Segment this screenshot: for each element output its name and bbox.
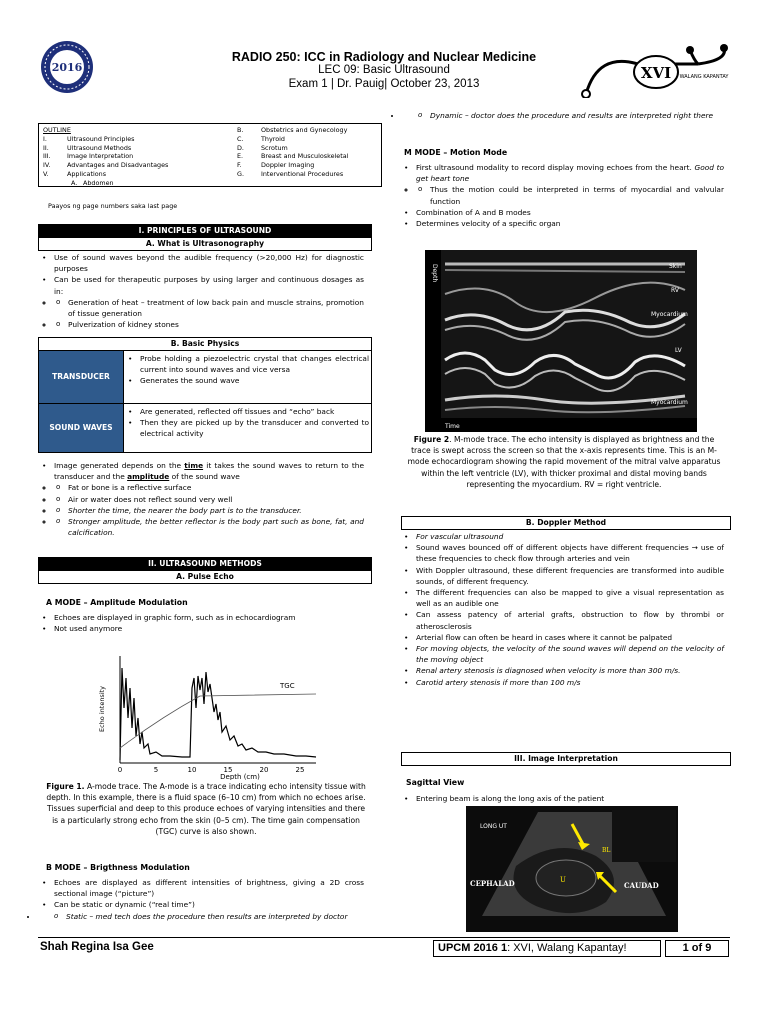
myocardium-label-2: Myocardium [651, 399, 688, 406]
myocardium-label-1: Myocardium [651, 311, 688, 318]
bmode-heading: B MODE – Brigthness Modulation [46, 863, 190, 872]
list-item: • Sound waves bounced off of different objects have different frequencies → use of these frequencies to check flow through arteries and vein [400, 542, 724, 564]
class-logo [40, 40, 94, 94]
section-title-methods: II. ULTRASOUND METHODS [38, 557, 372, 570]
list-item: o ◦ Air or water does not reflect sound very well [54, 494, 364, 505]
list-item: o ◦ Pulverization of kidney stones [54, 319, 364, 330]
outline-item: G. Interventional Procedures [237, 169, 344, 178]
lv-label: LV [675, 347, 682, 354]
outline-item: F. Doppler Imaging [237, 161, 315, 170]
list-item: • Image generated depends on the time it takes the sound waves to return to the transducer and the amplitude of the sound wave o ◦ Fat or bone is a reflective surface o ◦ Air or water does not reflect sound very well o ◦ Shorter the time, the nearer the body part is to the transducer. o ◦ Stronger amplitude, the better reflector is the body part such as bone, fat, and calcification. [38, 460, 364, 538]
footer-divider [38, 937, 730, 938]
list-item: • Use of sound waves beyond the audible frequency (>20,000 Hz) for diagnostic purposes [38, 252, 364, 274]
tgc-label: TGC [280, 682, 295, 690]
amode-heading: A MODE – Amplitude Modulation [46, 598, 188, 607]
cephalad-label: CEPHALAD [470, 879, 515, 888]
list-item: o ◦ Stronger amplitude, the better reflector is the body part such as bone, fat, and calcification. [54, 516, 364, 538]
bmode-dynamic-continued [402, 110, 724, 121]
tick-label: 5 [153, 766, 159, 774]
exam-info: Exam 1 | Dr. Pauig| October 23, 2013 [288, 77, 480, 90]
list-item: • Can be static or dynamic (“real time”) [38, 899, 364, 910]
list-item: • Are generated, reflected off tissues and “echo” back [124, 406, 369, 417]
tick-label: 0 [117, 766, 123, 774]
outline-item: A. Abdomen [71, 178, 114, 187]
list-item: • For moving objects, the velocity of the sound waves will depend on the velocity of the moving object [400, 643, 724, 665]
outline-item: D. Scrotum [237, 143, 288, 152]
sagittal-list [400, 793, 724, 804]
uterus-label: U [560, 876, 566, 884]
list-item: • Arterial flow can often be heard in cases where it cannot be palpated [400, 632, 724, 643]
list-item: • Echoes are displayed as different intensities of brightness, giving a 2D cross sectional image (“picture”) [38, 877, 364, 899]
amode-list [38, 612, 364, 634]
skin-label: Skin [669, 263, 682, 270]
svg-text:WALANG KAPANTAY: WALANG KAPANTAY [679, 74, 729, 80]
outline-left-column [43, 126, 168, 188]
list-item: • Generates the sound wave [124, 375, 369, 386]
subsection-basic-physics: B. Basic Physics [38, 337, 372, 351]
class-tagline: UPCM 2016 1: XVI, Walang Kapantay! [433, 940, 661, 957]
list-item: • Then they are picked up by the transducer and converted to electrical activity [124, 417, 369, 439]
basic-physics-table [38, 350, 372, 453]
table-row [39, 403, 371, 452]
list-item: • Echoes are displayed in graphic form, such as in echocardiogram [38, 612, 364, 623]
outline-box [38, 123, 382, 187]
outline-item: B. Obstetrics and Gynecology [237, 126, 348, 134]
list-item: • Renal artery stenosis is diagnosed when velocity is more than 300 m/s. [400, 665, 724, 676]
tick-label: 25 [295, 766, 305, 774]
list-item: o • Static – med tech does the procedure then results are interpreted by doctor [38, 911, 364, 922]
bladder-label: BL [602, 847, 611, 854]
sagittal-ultrasound-image [466, 806, 678, 932]
author-name: Shah Regina Isa Gee [40, 941, 154, 953]
image-generation-list [38, 460, 364, 538]
depth-label: Depth [431, 264, 438, 283]
mmode-trace-image [425, 250, 697, 432]
list-item: • With Doppler ultrasound, these different frequencies are transformed into audible sounds, of different frequency. [400, 565, 724, 587]
list-item: o ◦ Fat or bone is a reflective surface [54, 482, 364, 493]
course-title: RADIO 250: ICC in Radiology and Nuclear Medicine [231, 50, 537, 64]
section-title-principles: I. PRINCIPLES OF ULTRASOUND [38, 224, 372, 237]
caudad-label: CAUDAD [624, 881, 659, 890]
outline-item: III. Image Interpretation [43, 152, 134, 161]
sagittal-view-heading: Sagittal View [406, 778, 465, 787]
outline-item: V. Applications [43, 169, 107, 178]
list-item: • The different frequencies can also be mapped to give a visual representation as well as an audible one [400, 587, 724, 609]
document-header [120, 50, 648, 91]
outline-right-column [237, 126, 348, 179]
amode-xlabel: Depth (cm) [220, 773, 260, 780]
list-item: • Can assess patency of arterial grafts, obstruction to flow by thrombi or atherosclerosis [400, 609, 724, 631]
bmode-list [38, 877, 364, 922]
list-item: o ◦ Shorter the time, the nearer the body part is to the transducer. [54, 505, 364, 516]
outline-title: OUTLINE [43, 126, 71, 134]
list-item: o • Dynamic – doctor does the procedure and results are interpreted right there [402, 110, 724, 121]
list-item: • Carotid artery stenosis if more than 100 m/s [400, 677, 724, 688]
amode-trace-image [90, 648, 322, 780]
page-number: 1 of 9 [665, 940, 729, 957]
outline-item: E. Breast and Musculoskeletal [237, 152, 349, 161]
subsection-pulse-echo: A. Pulse Echo [38, 570, 372, 584]
long-ut-label: LONG UT [480, 823, 507, 830]
time-label: Time [445, 423, 460, 430]
tick-label: 20 [259, 766, 269, 774]
mmode-list [400, 162, 724, 229]
outline-item: C. Thyroid [237, 134, 285, 143]
rv-label: RV [671, 287, 679, 294]
outline-item: II. Ultrasound Methods [43, 143, 132, 152]
figure-2-caption: Figure 2. M-mode trace. The echo intensity is displayed as brightness and the trace is swept across the screen so that the x-axis represents time. This is an M-mode echocardiogram showing the rapid movement of the mitral valve apparatus within the left ventricle (LV), with thicker proximal and distal moving bands representing the myocardium. RV = right ventricle. [407, 435, 721, 489]
outline-item: IV. Advantages and Disadvantages [43, 161, 169, 170]
tick-label: 10 [187, 766, 197, 774]
list-item: • Determines velocity of a specific organ [400, 218, 724, 229]
doppler-list [400, 531, 724, 688]
subsection-what-is-usg: A. What is Ultrasonography [38, 237, 372, 251]
what-is-usg-list [38, 252, 364, 330]
list-item: • Entering beam is along the long axis of the patient [400, 793, 724, 804]
stethoscope-logo [578, 42, 730, 98]
page-note: Paayos ng page numbers saka last page [48, 202, 178, 210]
figure-1-caption: Figure 1. A-mode trace. The A-mode is a trace indicating echo intensity tissue with depth. In this example, there is a fluid space (6–10 cm) from which no echoes arise. Tissues superficial and deep to this produce echoes of varying intensities and there is a particularly strong echo from the skin (0–5 cm). The time gain compensation (TGC) curve is also shown. [46, 782, 366, 836]
lecture-title: LEC 09: Basic Ultrasound [318, 64, 450, 77]
list-item: • For vascular ultrasound [400, 531, 724, 542]
svg-text:2016: 2016 [51, 61, 83, 74]
list-item: • First ultrasound modality to record display moving echoes from the heart. Good to get heart tone o ◦ Thus the motion could be interpreted in terms of myocardial and valvular function [400, 162, 724, 207]
list-item: o ◦ Generation of heat – treatment of low back pain and muscle strains, promotion of tissue generation [54, 297, 364, 319]
subsection-doppler: B. Doppler Method [401, 516, 731, 530]
transducer-label: TRANSDUCER [39, 351, 123, 403]
sound-waves-label: SOUND WAVES [39, 404, 123, 452]
list-item: • Not used anymore [38, 623, 364, 634]
list-item: o ◦ Thus the motion could be interpreted in terms of myocardial and valvular function [416, 184, 724, 206]
list-item: • Can be used for therapeutic purposes by using larger and continuous dosages as in: o ◦ Generation of heat – treatment of low back pain and muscle strains, promotion of tissue generation o ◦ Pulverization of kidney stones [38, 274, 364, 330]
section-title-image-interpretation: III. Image Interpretation [401, 752, 731, 766]
list-item: • Probe holding a piezoelectric crystal that changes electrical current into sound waves and vice versa [124, 353, 369, 375]
table-row [39, 351, 371, 403]
tick-label: 15 [223, 766, 233, 774]
svg-text:XVI: XVI [640, 64, 672, 82]
amode-ylabel: Echo intensity [98, 685, 106, 732]
list-item: • Combination of A and B modes [400, 207, 724, 218]
mmode-heading: M MODE – Motion Mode [404, 148, 508, 157]
outline-item: I. Ultrasound Principles [43, 134, 135, 143]
